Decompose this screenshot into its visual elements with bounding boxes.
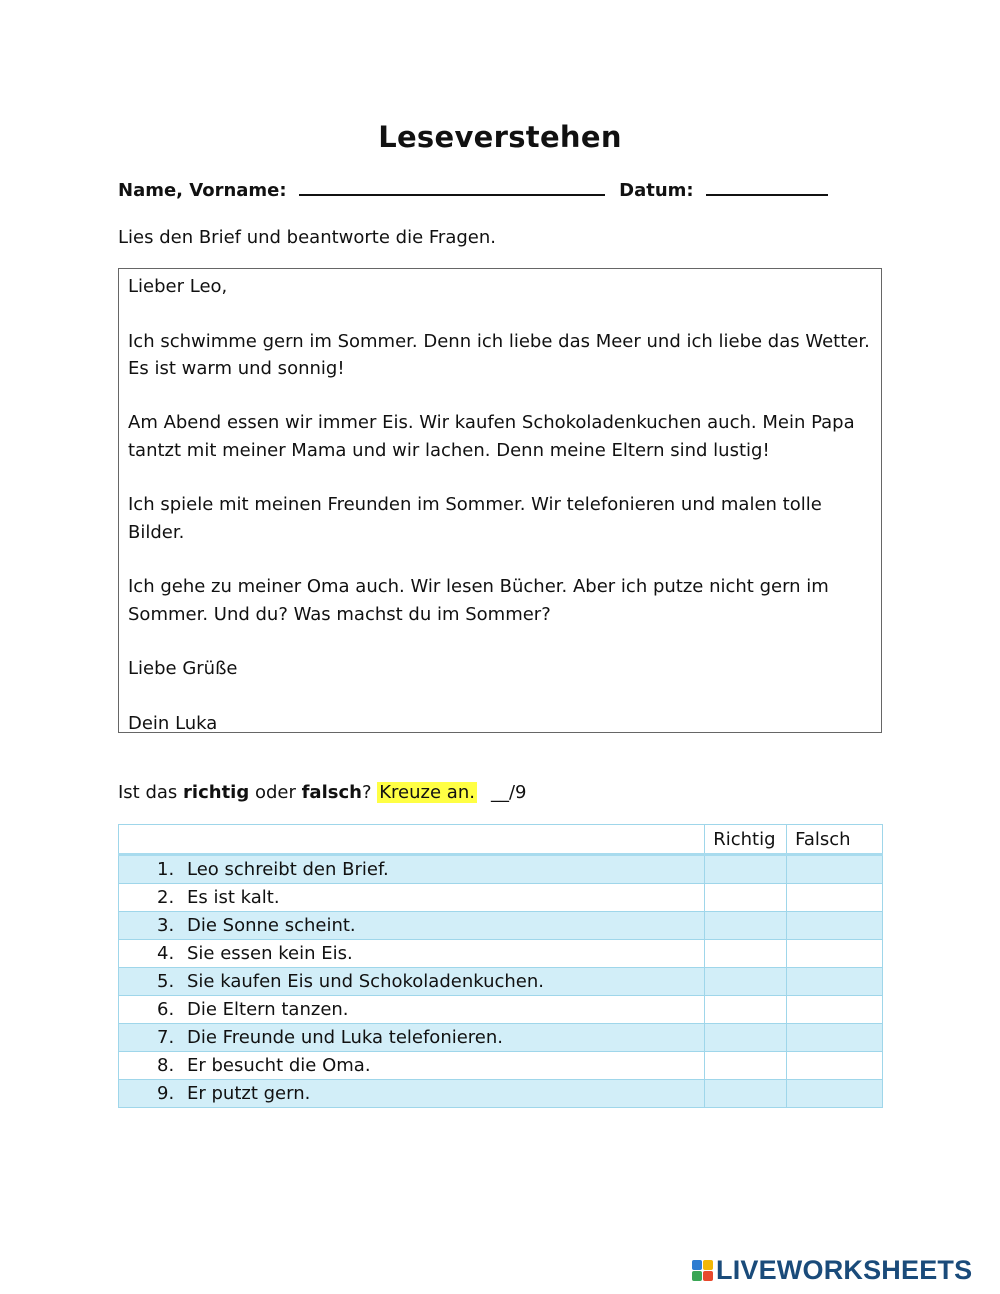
letter-signature: Dein Luka <box>128 712 218 734</box>
table-row <box>119 884 883 912</box>
statement-number: 4. <box>157 943 175 964</box>
falsch-checkbox-cell[interactable] <box>787 1024 883 1052</box>
statement-text: Die Freunde und Luka telefonieren. <box>187 1027 504 1048</box>
letter-closing: Liebe Grüße <box>128 658 238 680</box>
table-row <box>119 1024 883 1052</box>
statement-number: 8. <box>157 1055 175 1076</box>
logo-mark-icon <box>692 1260 713 1281</box>
score-field: __/9 <box>490 782 527 803</box>
letter-box <box>118 268 882 733</box>
true-false-table <box>118 824 883 1108</box>
richtig-checkbox-cell[interactable] <box>705 912 787 940</box>
letter-paragraph: Ich schwimme gern im Sommer. Denn ich liebe das Meer und ich liebe das Wetter. Es ist warm und sonnig! <box>128 330 870 379</box>
header-empty-cell <box>119 825 705 855</box>
statement-text: Sie essen kein Eis. <box>187 943 353 964</box>
name-date-line <box>118 180 828 201</box>
question-middle: oder <box>249 782 302 803</box>
date-blank[interactable] <box>706 180 828 196</box>
word-falsch: falsch <box>301 782 362 803</box>
statement-number: 3. <box>157 915 175 936</box>
falsch-checkbox-cell[interactable] <box>787 968 883 996</box>
richtig-checkbox-cell[interactable] <box>705 1052 787 1080</box>
table-row <box>119 996 883 1024</box>
instruction: Lies den Brief und beantworte die Fragen. <box>118 227 496 248</box>
logo-square-icon <box>703 1260 713 1270</box>
statement-text: Die Eltern tanzen. <box>187 999 349 1020</box>
letter-greeting: Lieber Leo, <box>128 276 228 297</box>
falsch-checkbox-cell[interactable] <box>787 855 883 884</box>
statement-number: 5. <box>157 971 175 992</box>
statement-text: Leo schreibt den Brief. <box>187 859 389 880</box>
date-label: Datum: <box>619 180 694 201</box>
statement-cell <box>119 1024 705 1052</box>
table-row <box>119 940 883 968</box>
richtig-checkbox-cell[interactable] <box>705 968 787 996</box>
statement-cell <box>119 912 705 940</box>
statement-cell <box>119 855 705 884</box>
statement-text: Sie kaufen Eis und Schokoladenkuchen. <box>187 971 545 992</box>
falsch-checkbox-cell[interactable] <box>787 1080 883 1108</box>
table-row <box>119 1052 883 1080</box>
statement-cell <box>119 940 705 968</box>
table-row <box>119 1080 883 1108</box>
statement-number: 2. <box>157 887 175 908</box>
name-label: Name, Vorname: <box>118 180 287 201</box>
richtig-checkbox-cell[interactable] <box>705 1024 787 1052</box>
header-richtig: Richtig <box>705 825 787 855</box>
header-falsch: Falsch <box>787 825 883 855</box>
richtig-checkbox-cell[interactable] <box>705 855 787 884</box>
word-richtig: richtig <box>183 782 250 803</box>
statement-cell <box>119 884 705 912</box>
page-title: Leseverstehen <box>378 120 622 154</box>
falsch-checkbox-cell[interactable] <box>787 884 883 912</box>
statement-text: Er putzt gern. <box>187 1083 311 1104</box>
question-suffix: ? <box>361 782 372 803</box>
falsch-checkbox-cell[interactable] <box>787 996 883 1024</box>
statement-cell <box>119 968 705 996</box>
falsch-checkbox-cell[interactable] <box>787 940 883 968</box>
name-blank[interactable] <box>299 180 605 196</box>
statement-cell <box>119 1052 705 1080</box>
highlighted-instruction: Kreuze an. <box>379 782 475 803</box>
statement-number: 6. <box>157 999 175 1020</box>
table-row <box>119 855 883 884</box>
table-row <box>119 912 883 940</box>
falsch-checkbox-cell[interactable] <box>787 1052 883 1080</box>
richtig-checkbox-cell[interactable] <box>705 996 787 1024</box>
statement-number: 7. <box>157 1027 175 1048</box>
richtig-checkbox-cell[interactable] <box>705 1080 787 1108</box>
statement-text: Die Sonne scheint. <box>187 915 356 936</box>
logo-square-icon <box>692 1260 702 1270</box>
falsch-checkbox-cell[interactable] <box>787 912 883 940</box>
logo-square-icon <box>692 1271 702 1281</box>
statement-number: 1. <box>157 859 175 880</box>
letter-paragraph: Ich spiele mit meinen Freunden im Sommer. Wir telefonieren und malen tolle Bilder. <box>128 494 822 543</box>
table-header-row <box>119 825 883 855</box>
letter-paragraph: Ich gehe zu meiner Oma auch. Wir lesen Bücher. Aber ich putze nicht gern im Sommer. Und du? Was machst du im Sommer? <box>128 576 829 625</box>
richtig-checkbox-cell[interactable] <box>705 884 787 912</box>
statement-number: 9. <box>157 1083 175 1104</box>
richtig-checkbox-cell[interactable] <box>705 940 787 968</box>
question-prefix: Ist das <box>118 782 184 803</box>
logo-text: LIVEWORKSHEETS <box>716 1254 973 1285</box>
statement-text: Er besucht die Oma. <box>187 1055 371 1076</box>
statement-cell <box>119 996 705 1024</box>
task-question <box>118 782 526 803</box>
letter-paragraph: Am Abend essen wir immer Eis. Wir kaufen Schokoladenkuchen auch. Mein Papa tantzt mit meiner Mama und wir lachen. Denn meine Eltern sind lustig! <box>128 412 855 461</box>
logo-square-icon <box>703 1271 713 1281</box>
table-row <box>119 968 883 996</box>
statement-text: Es ist kalt. <box>187 887 280 908</box>
statement-cell <box>119 1080 705 1108</box>
liveworksheets-logo <box>692 1256 972 1284</box>
